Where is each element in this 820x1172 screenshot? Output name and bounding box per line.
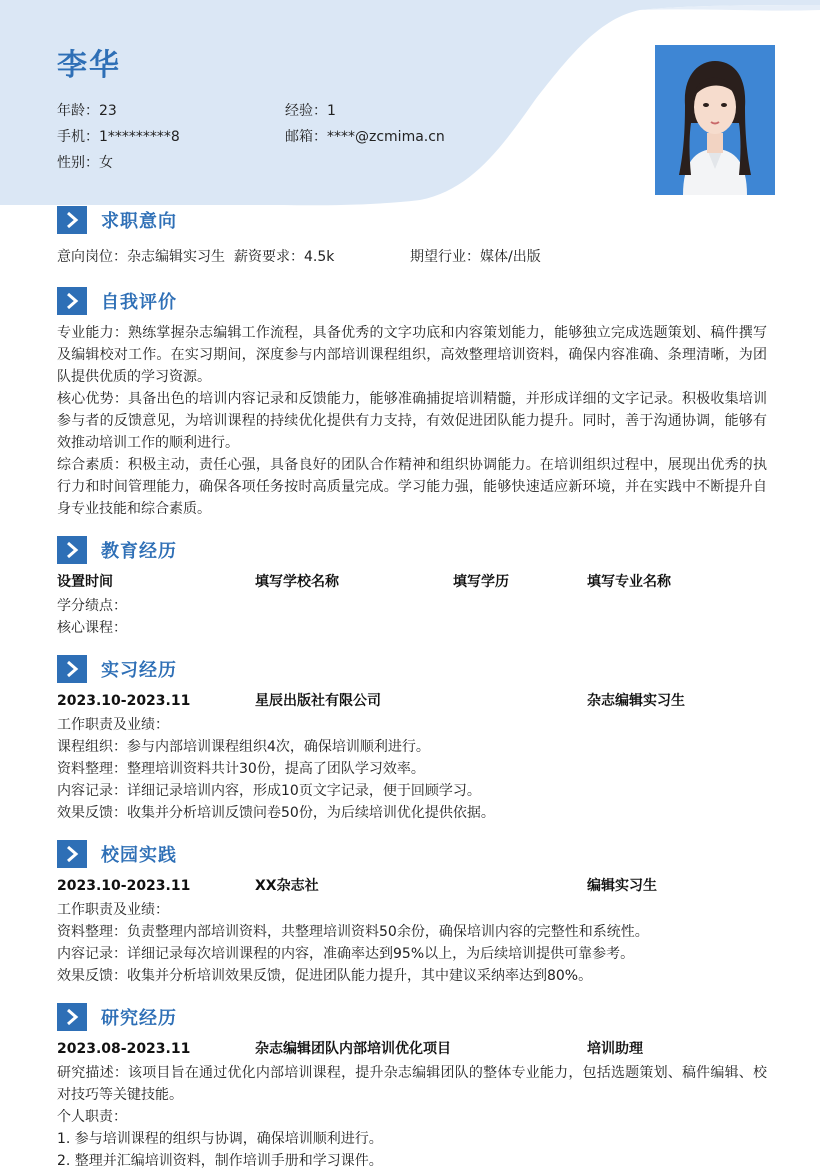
phone-field: 手机：1*********8 <box>57 129 180 145</box>
research-duty: 1. 参与培训课程的组织与协调，确保培训顺利进行。 <box>57 1131 383 1147</box>
education-major: 填写专业名称 <box>587 574 671 590</box>
email-field: 邮箱：****@zcmima.cn <box>285 129 445 145</box>
chevron-right-icon <box>57 206 87 234</box>
internship-line: 工作职责及业绩： <box>57 717 169 733</box>
campus-line: 工作职责及业绩： <box>57 902 169 918</box>
gender-field: 性别：女 <box>57 155 113 171</box>
research-duty: 2. 整理并汇编培训资料，制作培训手册和学习课件。 <box>57 1153 383 1169</box>
education-time: 设置时间 <box>57 574 113 590</box>
internship-company: 星辰出版社有限公司 <box>255 693 381 709</box>
campus-time: 2023.10-2023.11 <box>57 878 191 894</box>
self-eval-paragraph: 专业能力：熟练掌握杂志编辑工作流程，具备优秀的文字功底和内容策划能力，能够独立完成选题策划、稿件撰写及编辑校对工作。在实习期间，深度参与内部培训课程组织，高效整理培训资料，确保内容准确、条理清晰，为团队提供优质的学习资源。 <box>57 325 767 385</box>
internship-line: 课程组织：参与内部培训课程组织4次，确保培训顺利进行。 <box>57 739 430 755</box>
internship-line: 效果反馈：收集并分析培训反馈问卷50份，为后续培训优化提供依据。 <box>57 805 495 821</box>
campus-role: 编辑实习生 <box>587 878 657 894</box>
intent-industry: 期望行业：媒体/出版 <box>410 249 541 265</box>
chevron-right-icon <box>57 536 87 564</box>
research-description: 研究描述：该项目旨在通过优化内部培训课程，提升杂志编辑团队的整体专业能力，包括选题策划、稿件编辑、校对技巧等关键技能。 <box>57 1065 767 1103</box>
self-eval-paragraph: 综合素质：积极主动，责任心强，具备良好的团队合作精神和组织协调能力。在培训组织过程中，展现出优秀的执行力和时间管理能力，确保各项任务按时高质量完成。学习能力强，能够快速适应新环境，并在实践中不断提升自身专业技能和综合素质。 <box>57 457 767 517</box>
intent-salary: 薪资要求：4.5k <box>234 249 335 265</box>
intent-position: 意向岗位：杂志编辑实习生 <box>57 249 225 265</box>
chevron-right-icon <box>57 1003 87 1031</box>
chevron-right-icon <box>57 287 87 315</box>
section-title: 求职意向 <box>101 211 177 232</box>
internship-line: 内容记录：详细记录培训内容，形成10页文字记录，便于回顾学习。 <box>57 783 481 799</box>
age-field: 年龄：23 <box>57 103 117 119</box>
research-project: 杂志编辑团队内部培训优化项目 <box>255 1041 451 1057</box>
education-courses: 核心课程： <box>57 620 127 636</box>
section-title: 教育经历 <box>101 541 177 562</box>
section-title: 校园实践 <box>101 845 177 866</box>
campus-line: 效果反馈：收集并分析培训效果反馈，促进团队能力提升，其中建议采纳率达到80%。 <box>57 968 593 984</box>
section-header-campus <box>57 840 177 868</box>
campus-line: 内容记录：详细记录每次培训课程的内容，准确率达到95%以上，为后续培训提供可靠参考。 <box>57 946 635 962</box>
section-header-education <box>57 536 177 564</box>
internship-role: 杂志编辑实习生 <box>587 693 685 709</box>
section-header-self-eval <box>57 287 177 315</box>
education-degree: 填写学历 <box>453 574 509 590</box>
candidate-name: 李华 <box>57 48 121 83</box>
research-role: 培训助理 <box>587 1041 643 1057</box>
research-time: 2023.08-2023.11 <box>57 1041 191 1057</box>
experience-field: 经验：1 <box>285 103 336 119</box>
self-eval-paragraph: 核心优势：具备出色的培训内容记录和反馈能力，能够准确捕捉培训精髓，并形成详细的文字记录。积极收集培训参与者的反馈意见，为培训课程的持续优化提供有力支持，有效促进团队能力提升。同时，善于沟通协调，能够有效推动培训工作的顺利进行。 <box>57 391 767 451</box>
campus-org: XX杂志社 <box>255 878 319 894</box>
education-gpa: 学分绩点： <box>57 598 127 614</box>
section-title: 自我评价 <box>101 292 177 313</box>
chevron-right-icon <box>57 840 87 868</box>
campus-line: 资料整理：负责整理内部培训资料，共整理培训资料50余份，确保培训内容的完整性和系统性。 <box>57 924 649 940</box>
internship-time: 2023.10-2023.11 <box>57 693 191 709</box>
internship-line: 资料整理：整理培训资料共计30份，提高了团队学习效率。 <box>57 761 425 777</box>
section-header-research <box>57 1003 177 1031</box>
section-title: 研究经历 <box>101 1008 177 1029</box>
section-header-internship <box>57 655 177 683</box>
education-school: 填写学校名称 <box>255 574 339 590</box>
chevron-right-icon <box>57 655 87 683</box>
section-title: 实习经历 <box>101 660 177 681</box>
research-duty-label: 个人职责： <box>57 1109 127 1125</box>
section-header-intent <box>57 206 177 234</box>
profile-photo <box>655 45 775 195</box>
